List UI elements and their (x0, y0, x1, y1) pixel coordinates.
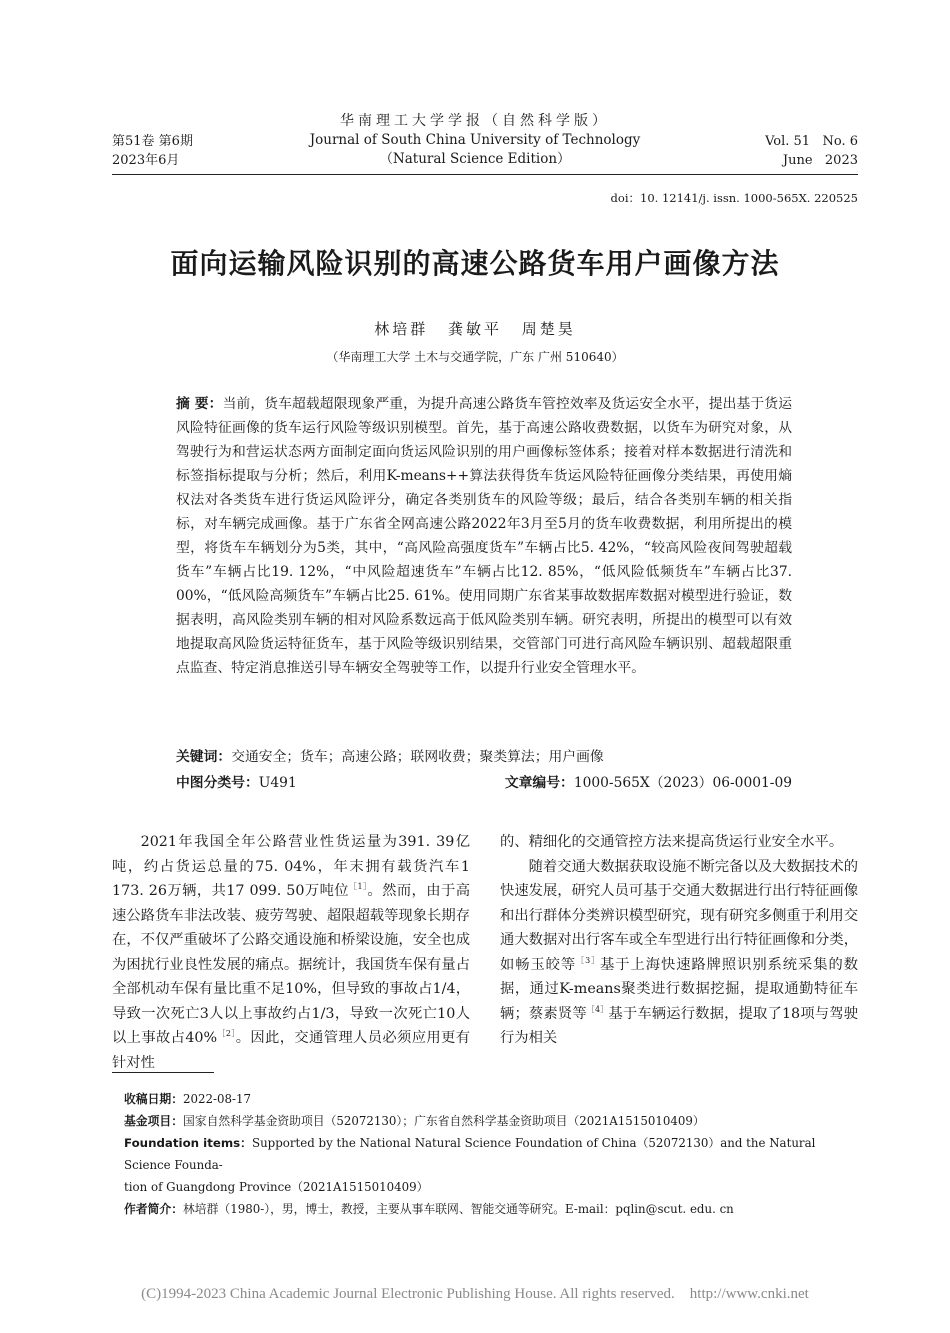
foundation-items-cont: tion of Guangdong Province（2021A1515010409） (124, 1180, 429, 1194)
article-number (505, 772, 792, 794)
abstract (176, 392, 792, 680)
author-value: 林培群（1980-），男，博士，教授，主要从事车联网、智能交通等研究。E-mail：pqlin@scut. edu. cn (183, 1202, 734, 1216)
abstract-text: 当前，货车超载超限现象严重，为提升高速公路货车管控效率及货运安全水平，提出基于货运风险特征画像的货车运行风险等级识别模型。首先，基于高速公路收费数据，以货车为研究对象，从驾驶行为和营运状态两方面制定面向货运风险识别的用户画像标签体系；接着对样本数据进行清洗和标签指标提取与分析；然后，利用K-means++算法获得货车货运风险特征画像分类结果，再使用熵权法对各类货车进行货运风险评分，确定各类别货车的风险等级；最后，结合各类别车辆的相关指标，对车辆完成画像。基于广东省全网高速公路2022年3月至5月的货车收费数据，利用所提出的模型，将货车车辆划分为5类，其中，“高风险高强度货车”车辆占比5. 42%，“较高风险夜间驾驶超载货车”车辆占比19. 12%，“中风险超速货车”车辆占比12. 85%，“低风险低频货车”车辆占比37. 00%，“低风险高频货车”车辆占比25. 61%。使用同期广东省某事故数据库数据对模型进行验证，数据表明，高风险类别车辆的相对风险系数远高于低风险类别车辆。研究表明，所提出的模型可以有效地提取高风险货运特征货车，基于风险等级识别结果，交管部门可进行高风险车辆识别、超载超限重点监查、特定消息推送引导车辆安全驾驶等工作，以提升行业安全管理水平。 (176, 396, 792, 676)
abstract-label: 摘 要： (176, 396, 223, 412)
body-text: 。因此，交通管理人员必须应用更有针对性 (112, 1030, 471, 1071)
keywords (176, 746, 792, 768)
journal-name-cn: 华南理工大学学报（自然科学版） (340, 113, 610, 129)
header-rule (112, 174, 858, 175)
clc-value: U491 (258, 775, 297, 791)
volume-issue-cn: 第51卷 第6期 (112, 134, 193, 149)
journal-name-en: Journal of South China University of Technology (309, 132, 641, 148)
body-text: 。然而，由于高速公路货车非法改装、疲劳驾驶、超限超载等现象长期存在，不仅严重破坏了公路交通设施和桥梁设施，安全也成为困扰行业良性发展的痛点。据统计，我国货车保有量占全部机动车保有量比重不足10%，但导致的事故占1/4，导致一次死亡3人以上事故约占1/3，导致一次死亡10人以上事故占40% (112, 883, 470, 1046)
authors: 林培群 龚敏平 周楚昊 (374, 320, 576, 338)
fund-info (124, 1110, 859, 1132)
doi: doi：10. 12141/j. issn. 1000-565X. 220525 (610, 191, 858, 205)
date-cn: 2023年6月 (112, 153, 180, 168)
body-paragraph: 的、精细化的交通管控方法来提高货运行业安全水平。 (500, 834, 844, 850)
header-right (765, 132, 858, 170)
body-column-left (112, 830, 470, 1075)
author-info (124, 1198, 859, 1220)
fund-label: 基金项目： (124, 1114, 183, 1128)
received-value: 2022-08-17 (183, 1092, 252, 1106)
body-paragraph (500, 855, 858, 1051)
received-date (124, 1088, 859, 1110)
body-column-right (500, 830, 858, 1051)
citation-3[interactable]: ［3］ (576, 955, 601, 965)
body-text: 基于上海快速路牌照识别系统采集的数据，通过K-means聚类进行数据挖掘，提取通勤特征车辆；蔡素贤等 (500, 956, 859, 1022)
date-en: June 2023 (782, 153, 858, 168)
volume-issue-en: Vol. 51 No. 6 (765, 134, 858, 149)
footnote-rule (112, 1072, 214, 1073)
affiliation: （华南理工大学 土木与交通学院，广东 广州 510640） (326, 350, 624, 364)
article-number-value: 1000-565X（2023）06-0001-09 (573, 775, 792, 791)
body-text: 基于车辆运行数据，提取了18项与驾驶行为相关 (500, 1005, 859, 1046)
keywords-text: 交通安全；货车；高速公路；联网收费；聚类算法；用户画像 (231, 749, 604, 765)
copyright-notice: (C)1994-2023 China Academic Journal Electronic Publishing House. All rights reserved. http://www.cnki.net (141, 1286, 809, 1302)
body-text: 随着交通大数据获取设施不断完备以及大数据技术的快速发展，研究人员可基于交通大数据进行出行特征画像和出行群体分类辨识模型研究，现有研究多侧重于利用交通大数据对出行客车或全车型进行出行特征画像和分类，如畅玉皎等 (500, 858, 858, 973)
foundation-label: Foundation items： (124, 1136, 252, 1150)
journal-edition-en: （Natural Science Edition） (379, 151, 571, 167)
article-number-label: 文章编号： (504, 775, 574, 791)
keywords-label: 关键词： (176, 749, 232, 765)
foundation-items (124, 1132, 859, 1176)
citation-4[interactable]: ［4］ (586, 1004, 609, 1014)
citation-2[interactable]: ［2］ (217, 1029, 236, 1039)
clc-number (176, 772, 297, 794)
fund-value: 国家自然科学基金资助项目（52072130）；广东省自然科学基金资助项目（2021A1515010409） (183, 1114, 705, 1128)
clc-label: 中图分类号： (176, 775, 259, 791)
footnotes (124, 1088, 859, 1220)
foundation-value: Supported by the National Natural Science Foundation of China（52072130）and the Natural Science Founda- (124, 1136, 816, 1172)
received-label: 收稿日期： (124, 1092, 183, 1106)
body-text: 2021年我国全年公路营业性货运量为391. 39亿吨，约占货运总量的75. 04%，年末拥有载货汽车1 173. 26万辆，共17 099. 50万吨位 (112, 834, 470, 899)
author-label: 作者简介： (124, 1202, 183, 1216)
body-paragraph (112, 830, 470, 1075)
citation-1[interactable]: ［1］ (349, 882, 368, 892)
paper-title: 面向运输风险识别的高速公路货车用户画像方法 (170, 247, 780, 280)
